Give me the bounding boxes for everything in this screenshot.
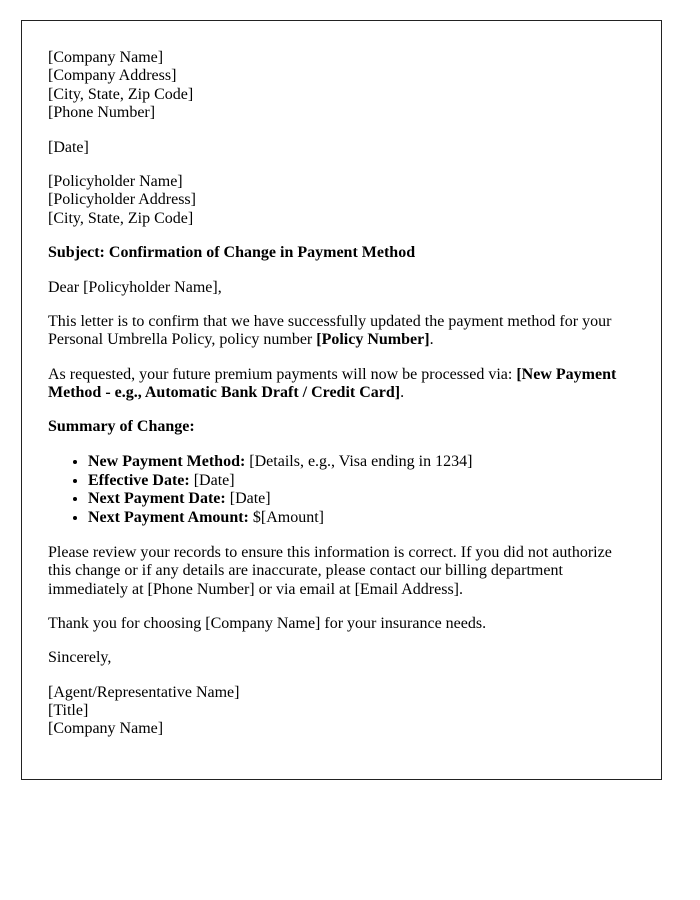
signature-company-name-line: [Company Name] bbox=[48, 720, 164, 738]
list-item-next-payment-amount bbox=[88, 509, 635, 528]
list-item-effective-date bbox=[88, 472, 635, 491]
closing-line: Sincerely, bbox=[48, 649, 112, 667]
policyholder-address-line: [Policyholder Address] bbox=[48, 191, 196, 209]
new-payment-method-placeholder: [New Payment Method - e.g., Automatic Bank Draft / Credit Card] bbox=[48, 365, 617, 402]
company-city-state-zip-line: [City, State, Zip Code] bbox=[48, 85, 194, 103]
letter-document bbox=[21, 20, 662, 780]
agent-title-line: [Title] bbox=[48, 702, 89, 720]
summary-heading-text: Summary of Change: bbox=[48, 418, 195, 436]
confirmation-text: This letter is to confirm that we have successfully updated the payment method for your Personal Umbrella Policy, policy number bbox=[48, 312, 612, 349]
company-name-line: [Company Name] bbox=[48, 49, 164, 66]
subject-line bbox=[48, 244, 635, 262]
summary-heading bbox=[48, 418, 635, 436]
list-item-label: Effective Date: bbox=[88, 471, 190, 489]
paragraph-review-records: Please review your records to ensure this information is correct. If you did not authorize this change or if any details are inaccurate, please contact our billing department immediately at [Phone Number] or via email at [Email Address]. bbox=[48, 543, 612, 598]
summary-list bbox=[48, 453, 635, 528]
list-item-label: Next Payment Date: bbox=[88, 490, 226, 508]
list-item-value: [Date] bbox=[225, 490, 271, 508]
paragraph-processed-via bbox=[48, 366, 635, 403]
list-item-value: [Details, e.g., Visa ending in 1234] bbox=[245, 452, 473, 470]
salutation-line: Dear [Policyholder Name], bbox=[48, 278, 222, 296]
date-line: [Date] bbox=[48, 138, 89, 156]
company-address-block bbox=[48, 49, 635, 123]
signature-block bbox=[48, 684, 635, 739]
paragraph-thank-you: Thank you for choosing [Company Name] for your insurance needs. bbox=[48, 614, 487, 632]
company-address-line: [Company Address] bbox=[48, 67, 177, 85]
processed-via-text: As requested, your future premium payments will now be processed via: bbox=[48, 365, 517, 383]
paragraph-confirmation bbox=[48, 313, 635, 350]
agent-name-line: [Agent/Representative Name] bbox=[48, 683, 240, 701]
list-item-new-payment-method bbox=[88, 453, 635, 472]
policy-number-placeholder: [Policy Number] bbox=[316, 331, 430, 349]
confirmation-period: . bbox=[429, 331, 434, 349]
company-phone-line: [Phone Number] bbox=[48, 104, 156, 122]
policyholder-address-block bbox=[48, 173, 635, 228]
subject-text: Subject: Confirmation of Change in Payment Method bbox=[48, 244, 416, 262]
list-item-label: Next Payment Amount: bbox=[88, 509, 249, 527]
list-item-value: [Date] bbox=[189, 471, 235, 489]
policyholder-city-state-zip-line: [City, State, Zip Code] bbox=[48, 209, 194, 227]
list-item-next-payment-date bbox=[88, 490, 635, 509]
processed-via-period: . bbox=[400, 384, 405, 402]
list-item-label: New Payment Method: bbox=[88, 452, 246, 470]
list-item-value: $[Amount] bbox=[248, 509, 324, 527]
policyholder-name-line: [Policyholder Name] bbox=[48, 172, 183, 190]
